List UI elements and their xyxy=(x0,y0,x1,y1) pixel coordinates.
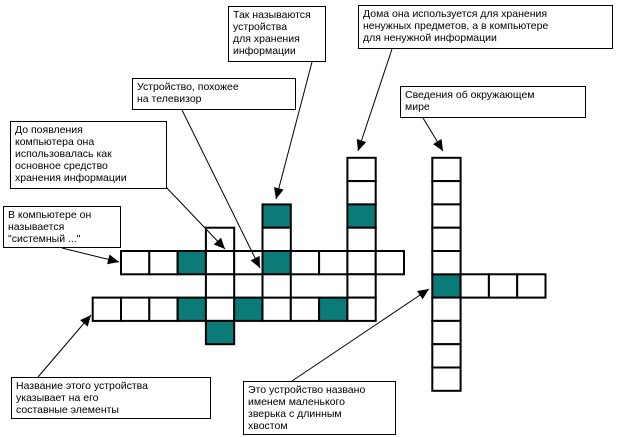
grid-cell xyxy=(432,181,460,204)
grid-cell xyxy=(121,298,149,321)
grid-cell xyxy=(347,274,375,297)
grid-cell xyxy=(93,298,121,321)
arrow-home-storage xyxy=(357,49,392,151)
grid-cell xyxy=(376,251,404,274)
grid-cell-filled xyxy=(178,251,206,274)
grid-cell xyxy=(206,274,234,297)
grid-cell xyxy=(432,368,460,391)
grid-cell xyxy=(432,298,460,321)
grid-cell xyxy=(263,228,291,251)
grid-cell xyxy=(206,298,234,321)
grid-cell-filled xyxy=(206,321,234,344)
grid-cell-filled xyxy=(263,251,291,274)
grid-cell xyxy=(206,251,234,274)
grid-cell xyxy=(432,321,460,344)
grid-cell xyxy=(291,251,319,274)
arrow-device-name xyxy=(38,315,91,377)
clue-mouse: Это устройство названо именем маленького зверька с длинным хвостом xyxy=(243,381,396,435)
clue-system-unit: В компьютере он называется "системный ..." xyxy=(3,206,121,248)
grid-cell xyxy=(347,158,375,181)
grid-cell xyxy=(263,298,291,321)
grid-cell xyxy=(347,181,375,204)
grid-cell-filled xyxy=(319,298,347,321)
grid-cell-filled xyxy=(432,274,460,297)
arrow-paper-storage xyxy=(165,186,225,249)
grid-cell xyxy=(121,251,149,274)
clue-storage-units: Так называются устройства для хранения информации xyxy=(228,6,326,62)
grid-cell xyxy=(432,344,460,367)
grid-cell-filled xyxy=(347,204,375,227)
clue-device-name: Название этого устройства указывает на его составные элементы xyxy=(11,377,211,419)
grid-cell xyxy=(461,274,489,297)
clue-tv-like: Устройство, похожее на телевизор xyxy=(132,78,296,110)
clue-paper-storage: До появления компьютера она использовалась как основное средство хранения информации xyxy=(10,121,167,189)
grid-cell xyxy=(489,274,517,297)
grid-cell-filled xyxy=(263,204,291,227)
clue-home-storage: Дома она используется для хранения ненужных предметов, а в компьютере для ненужной информации xyxy=(358,5,613,49)
grid-cell xyxy=(432,204,460,227)
grid-cell xyxy=(432,228,460,251)
grid-cell xyxy=(149,298,177,321)
grid-cell xyxy=(347,298,375,321)
grid-cell xyxy=(263,274,291,297)
grid-cell xyxy=(347,228,375,251)
grid-cell xyxy=(347,251,375,274)
clue-world-info: Сведения об окружающем мире xyxy=(400,86,586,118)
grid-cell-filled xyxy=(178,298,206,321)
crossword-grid xyxy=(93,158,546,391)
arrow-system-unit xyxy=(62,248,119,264)
grid-cell-filled xyxy=(234,298,262,321)
grid-cell xyxy=(432,251,460,274)
grid-cell xyxy=(291,298,319,321)
grid-cell xyxy=(432,158,460,181)
grid-cell xyxy=(319,251,347,274)
arrow-world-info xyxy=(423,118,443,151)
grid-cell xyxy=(149,251,177,274)
grid-cell xyxy=(517,274,545,297)
